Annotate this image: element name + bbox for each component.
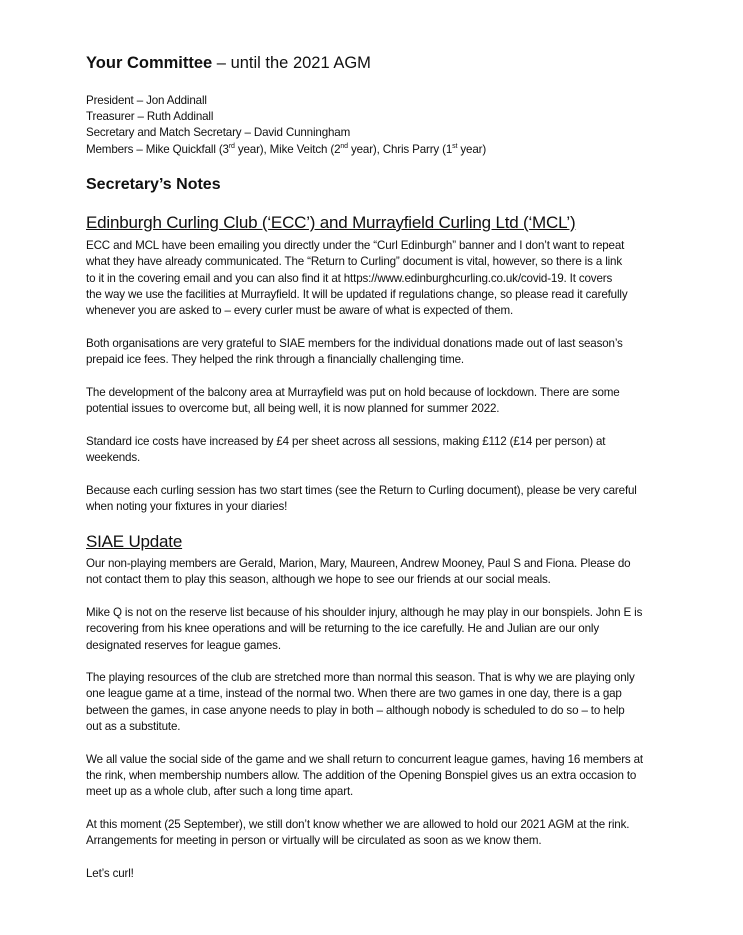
ecc-section-heading: Edinburgh Curling Club (‘ECC’) and Murrayfield Curling Ltd (‘MCL’) [86, 213, 576, 232]
paragraph-line: potential issues to overcome but, all being well, it is now planned for summer 2022. [86, 402, 500, 415]
paragraph-line: designated reserves for league games. [86, 638, 281, 652]
paragraph-line: Our non-playing members are Gerald, Marion, Mary, Maureen, Andrew Mooney, Paul S and Fiona. Please do [86, 557, 631, 570]
paragraph-line: At this moment (25 September), we still don’t know whether we are allowed to hold our 2021 AGM at the rink. [86, 817, 630, 831]
paragraph-line: recovering from his knee operations and will be returning to the ice carefully. He and Julian are our only [86, 622, 599, 636]
secretary-notes-heading: Secretary’s Notes [86, 176, 221, 193]
paragraph-line: Arrangements for meeting in person or virtually will be circulated as soon as we know them. [86, 834, 542, 848]
paragraph-line: when noting your fixtures in your diaries! [86, 499, 288, 513]
committee-heading-rest: – until the 2021 AGM [212, 54, 371, 72]
paragraph-line: the way we use the facilities at Murrayfield. It will be updated if regulations change, so please read it carefully [86, 287, 628, 301]
paragraph-line: The playing resources of the club are stretched more than normal this season. That is why we are playing only [86, 671, 635, 685]
committee-heading [86, 54, 371, 73]
paragraph-line: Standard ice costs have increased by £4 per sheet across all sessions, making £112 (£14 per person) at [86, 434, 606, 448]
paragraph-line: out as a substitute. [86, 720, 181, 733]
members-text: year) [457, 143, 487, 156]
paragraph-line: weekends. [86, 450, 141, 464]
paragraph-line: what they have already communicated. The “Return to Curling” document is vital, however, so there is a link [86, 255, 622, 269]
siae-section-heading: SIAE Update [86, 532, 183, 551]
paragraph-line: to it in the covering email and you can also find it at https://www.edinburghcurling.co.uk/covid-19. It covers [86, 271, 613, 285]
paragraph-line: between the games, in case anyone needs to play in both – although nobody is scheduled to do so – to help [86, 703, 625, 717]
paragraph-line: the rink, when membership numbers allow. The addition of the Opening Bonspiel gives us an extra occasion to [86, 768, 637, 782]
members-text: Members – Mike Quickfall (3 [86, 143, 229, 156]
committee-secretary: Secretary and Match Secretary – David Cunningham [86, 126, 351, 139]
paragraph-line: Both organisations are very grateful to SIAE members for the individual donations made out of last season’s [86, 336, 623, 350]
ordinal-superscript: st [452, 143, 458, 151]
paragraph-line: Mike Q is not on the reserve list because of his shoulder injury, although he may play in our bonspiels. John E is [86, 605, 643, 619]
committee-president: President – Jon Addinall [86, 94, 207, 107]
paragraph-line: Because each curling session has two start times (see the Return to Curling document), please be very careful [86, 483, 637, 497]
paragraph-line: We all value the social side of the game and we shall return to concurrent league games, having 16 members at [86, 752, 644, 766]
paragraph-line: prepaid ice fees. They helped the rink through a financially challenging time. [86, 353, 465, 367]
paragraph-line: ECC and MCL have been emailing you directly under the “Curl Edinburgh” banner and I don’t want to repeat [86, 239, 625, 252]
committee-members [86, 142, 486, 158]
committee-treasurer: Treasurer – Ruth Addinall [86, 110, 214, 123]
ordinal-superscript: rd [228, 143, 235, 151]
paragraph-line: meet up as a whole club, after such a long time apart. [86, 785, 354, 799]
paragraph-line: one league game at a time, instead of the normal two. When there are two games in one day, there is a gap [86, 687, 622, 701]
members-text: year), Mike Veitch (2 [234, 143, 341, 156]
paragraph-line: The development of the balcony area at Murrayfield was put on hold because of lockdown. There are some [86, 385, 620, 399]
paragraph-line: not contact them to play this season, although we hope to see our friends at our social meals. [86, 573, 551, 587]
committee-heading-bold: Your Committee [86, 54, 213, 72]
members-text: year), Chris Parry (1 [347, 143, 453, 156]
paragraph-line: Let’s curl! [86, 866, 134, 880]
ordinal-superscript: nd [340, 143, 348, 151]
paragraph-line: whenever you are asked to – every curler must be aware of what is expected of them. [86, 304, 514, 318]
